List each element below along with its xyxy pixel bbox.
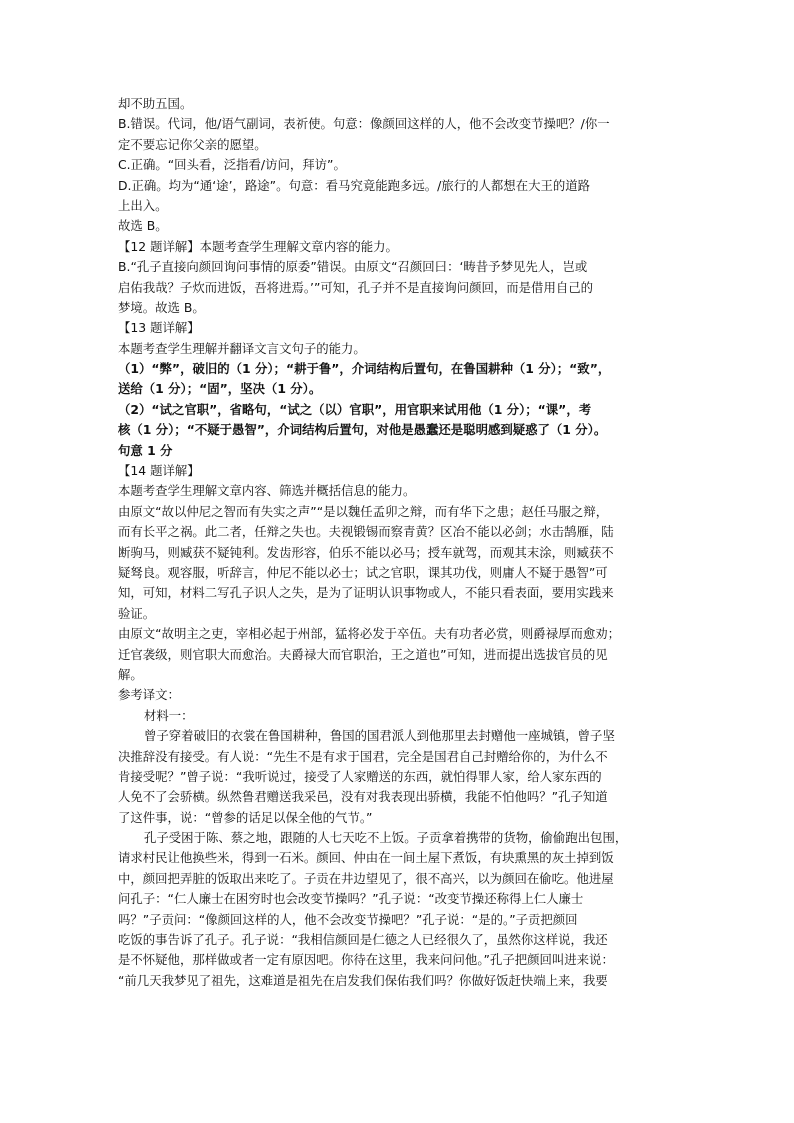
translation-heading: 参考译文：: [118, 687, 180, 703]
text-line: 是不怀疑他，那样做或者一定有原因吧。你待在这里，我来问问他。”孔子把颜回叫进来说：: [118, 952, 614, 968]
text-line: 由原文“故以仲尼之智而有失实之声”“是以魏任孟卯之辩，而有华下之患；赵任马服之辩，: [118, 503, 609, 519]
section-heading-13: 【13 题详解】: [118, 320, 200, 336]
text-line: 故选 B。: [118, 218, 168, 234]
text-line: 问孔子：“仁人廉士在困穷时也会改变节操吗？”孔子说：“改变节操还称得上仁人廉士: [118, 891, 584, 907]
document-body: [118, 94, 678, 991]
text-line: D.正确。均为“通‘途’，路途”。句意：看马究竟能跑多远。/旅行的人都想在大王的道路: [118, 177, 591, 193]
text-line: 中，颜回把弄脏的饭取出来吃了。子贡在井边望见了，很不高兴，以为颜回在偷吃。他进屋: [118, 870, 614, 886]
text-line: 本题考查学生理解文章内容、筛选并概括信息的能力。: [118, 483, 416, 499]
text-line: C.正确。“回头看，泛指看/访问，拜访”。: [118, 157, 346, 173]
text-line: B.“孔子直接向颜回询问事情的原委”错误。由原文“召颜回曰：‘畴昔予梦见先人，岂或: [118, 259, 588, 275]
text-line: 却不助五国。: [118, 96, 193, 111]
paragraph-start-line: 孔子受困于陈、蔡之地，跟随的人七天吃不上饭。子贡拿着携带的货物，偷偷跑出包围，: [144, 830, 628, 846]
text-line: 上出入。: [118, 197, 168, 213]
text-line: 解。: [118, 666, 143, 682]
text-line: 梦境。故选 B。: [118, 299, 205, 315]
text-line: 知，可知，材料二写孔子识人之失，是为了证明认识事物或人，不能只看表面，要用实践来: [118, 585, 614, 601]
material-heading: 材料一：: [144, 707, 194, 723]
text-line: 人免不了会骄横。纵然鲁君赠送我采邑，没有对我表现出骄横，我能不怕他吗？”孔子知道: [118, 789, 608, 805]
answer-line: （1）“弊”，破旧的（1 分）；“耕于鲁”，介词结构后置句，在鲁国耕种（1 分）；“致”，: [118, 361, 611, 377]
text-line: 肯接受呢？”曾子说：“我听说过，接受了人家赠送的东西，就怕得罪人家，给人家东西的: [118, 768, 602, 784]
text-line: 疑驽良。观容服，听辞言，仲尼不能以必士；试之官职，课其功伐，则庸人不疑于愚智”可: [118, 564, 608, 580]
text-line: 吃饭的事告诉了孔子。孔子说：“我相信颜回是仁德之人已经很久了，虽然你这样说，我还: [118, 932, 608, 948]
text-line: 迁官袭级，则官职大而愈治。夫爵禄大而官职治，王之道也”可知，进而提出选拔官员的见: [118, 646, 608, 662]
text-line: “前几天我梦见了祖先，这难道是祖先在启发我们保佑我们吗？你做好饭赶快端上来，我要: [118, 972, 608, 988]
answer-line: 核（1 分）；“不疑于愚智”，介词结构后置句，对他是愚蠢还是聪明感到疑惑了（1 分）。: [118, 422, 607, 438]
text-line: 了这件事，说：“曾参的话足以保全他的气节。”: [118, 809, 373, 825]
text-line: 断驹马，则臧获不疑钝利。发齿形容，伯乐不能以必马；授车就驾，而观其末涂，则臧获不: [118, 544, 614, 560]
section-heading-12: 【12 题详解】本题考查学生理解文章内容的能力。: [118, 238, 398, 254]
text-line: B.错误。代词，他/语气副词，表祈使。句意：像颜回这样的人，他不会改变节操吧？/你一: [118, 116, 610, 132]
answer-line: （2）“试之官职”，省略句，“试之（以）官职”，用官职来试用他（1 分）；“课”，考: [118, 401, 592, 417]
text-line: 定不要忘记你父亲的愿望。: [118, 136, 267, 152]
text-line: 由原文“故明主之吏，宰相必起于州部，猛将必发于卒伍。夫有功者必赏，则爵禄厚而愈劝；: [118, 626, 621, 642]
paragraph-start-line: 曾子穿着破旧的衣裳在鲁国耕种，鲁国的国君派人到他那里去封赠他一座城镇，曾子坚: [144, 728, 615, 744]
text-line: 而有长平之祸。此二者，任辩之失也。夫视锻锡而察青黄？区冶不能以必剑；水击鹄雁，陆: [118, 524, 614, 540]
answer-line: 送给（1 分）；“固”，坚决（1 分）。: [118, 381, 322, 397]
text-line: 吗？”子贡问：“像颜回这样的人，他不会改变节操吧？”孔子说：“是的。”子贡把颜回: [118, 911, 578, 927]
text-line: 本题考查学生理解并翻译文言文句子的能力。: [118, 340, 366, 356]
answer-line: 句意 1 分: [118, 442, 173, 458]
text-line: 验证。: [118, 605, 156, 621]
text-line: 请求村民让他换些米，得到一石米。颜回、仲由在一间土屋下煮饭，有块熏黑的灰土掉到饭: [118, 850, 614, 866]
text-line: 启佑我哉？子炊而进饭，吾将进焉。’”可知，孔子并不是直接询问颜回，而是借用自己的: [118, 279, 594, 295]
section-heading-14: 【14 题详解】: [118, 463, 200, 479]
text-line: 决推辞没有接受。有人说：“先生不是有求于国君，完全是国君自己封赠给你的，为什么不: [118, 748, 608, 764]
